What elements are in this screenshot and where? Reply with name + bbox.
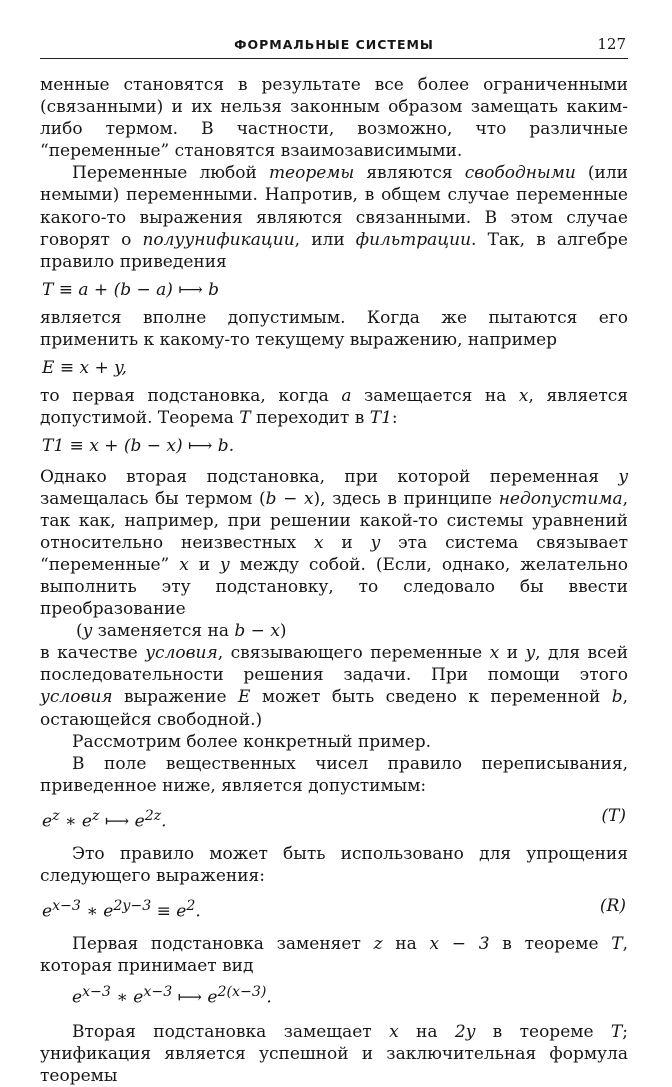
- paragraph-10: Первая подстановка заменяет z на x − 3 в теореме T, которая принимает вид: [40, 933, 628, 976]
- equation-t1: T1 ≡ x + (b − x) ⟼ b.: [42, 436, 235, 457]
- page-number: 127: [597, 35, 626, 53]
- condition-line: (y заменяется на b − x): [76, 621, 287, 642]
- equation-expression-e: E ≡ x + y,: [42, 358, 127, 379]
- paragraph-11: Вторая подстановка замещает x на 2y в теореме T; унификация является успешной и заключительная формула теоремы: [40, 1021, 628, 1086]
- equation-reduction-rule: T ≡ a + (b − a) ⟼ b: [42, 279, 219, 300]
- paragraph-9: Это правило может быть использовано для упрощения следующего выражения:: [40, 843, 628, 886]
- paragraph-4: то первая подстановка, когда a замещается на x, является допустимой. Теорема T переходит в T1:: [40, 386, 628, 429]
- paragraph-6: в качестве условия, связывающего переменные x и y, для всей последовательности решения задачи. При помощи этого условия выражение E может быть сведено к переменной b, остающейся свободной.): [40, 643, 629, 730]
- paragraph-1: менные становятся в результате все более ограниченными (связанными) и их нельзя законным образом замещать каким-либо термом. В частности, возможно, что различные “переменные” становятся взаимозависимыми.: [40, 75, 628, 162]
- equation-expression-r: $e^{x-3}$ ∗ $e^{2y-3} \equiv e^2$. (R): [42, 895, 626, 922]
- page-body: [40, 74, 628, 1087]
- running-header: [40, 34, 628, 59]
- paragraph-5: Однако вторая подстановка, при которой переменная y замещалась бы термом (b − x), здесь в принципе недопустима, так как, например, при решении какой-то системы уравнений относительно неизвестных x и y эта система связывает “переменные” x и y между собой. (Если, однако, желательно выполнить эту подстановку, то следовало бы ввести преобразование: [40, 466, 629, 620]
- equation-label-r: (R): [599, 895, 626, 916]
- equation-label-t: (T): [601, 805, 626, 826]
- paragraph-7: Рассмотрим более конкретный пример.: [72, 731, 431, 752]
- equation-substituted-t: $e^{x-3}$ ∗ $e^{x-3}$ ⟼ $e^{2(x-3)}$.: [72, 983, 272, 1008]
- paragraph-8: В поле вещественных чисел правило переписывания, приведенное ниже, является допустимым:: [40, 753, 628, 796]
- equation-theorem-t: $e^z$ ∗ $e^z$ ⟼ $e^{2z}$. (T): [42, 805, 626, 832]
- running-title: ФОРМАЛЬНЫЕ СИСТЕМЫ: [234, 37, 434, 52]
- paragraph-2: Переменные любой теоремы являются свободными (или немыми) переменными. Напротив, в общем случае переменные какого-то выражения являются связанными. В этом случае говорят о полуунификации, или фильтрации. Так, в алгебре правило приведения: [40, 163, 629, 272]
- paragraph-3: является вполне допустимым. Когда же пытаются его применить к какому-то текущему выражению, например: [40, 307, 628, 351]
